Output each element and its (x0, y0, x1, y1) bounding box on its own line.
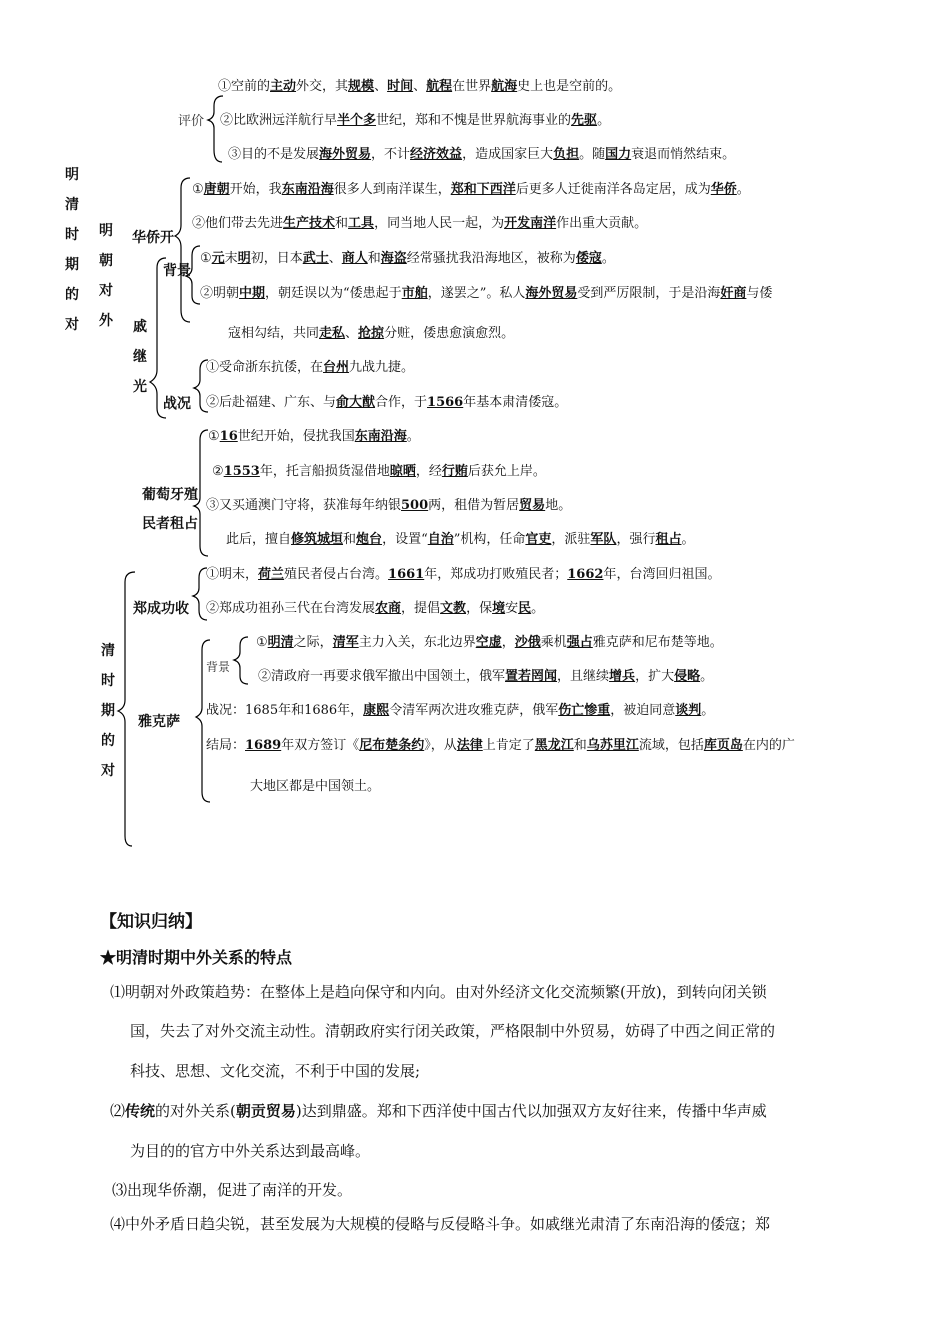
keyword: 谈判 (675, 703, 702, 718)
keyword: 东南沿海 (354, 429, 407, 444)
text-segment: 雅克萨和尼布楚等地。 (592, 635, 723, 650)
qi-jiguang-label (132, 312, 148, 395)
text-segment: 主力入关，东北边界 (358, 635, 476, 650)
keyword: 强占 (566, 635, 593, 650)
keyword: 荷兰 (258, 567, 285, 582)
text-segment: ，提倡 (401, 601, 441, 616)
background-line-1 (200, 250, 615, 268)
text-segment: 之际， (293, 635, 333, 650)
keyword: 主动 (270, 79, 297, 94)
summary-p2-tradition: 传统 (125, 1102, 156, 1120)
keyword: 文教 (440, 601, 467, 616)
text-segment: 上肯定了 (482, 738, 535, 753)
zheng-line-1 (206, 566, 720, 584)
branch-portugal-2: 民者租占 (142, 516, 198, 532)
keyword: 16 (219, 429, 238, 444)
keyword: 1661 (388, 567, 425, 582)
keyword: 官吏 (525, 532, 552, 547)
text-segment: ① (200, 251, 212, 266)
text-segment: ②郑成功祖孙三代在台湾发展 (206, 601, 376, 616)
summary-p2-mid: 的对外关系( (155, 1102, 236, 1120)
evaluation-line-3 (228, 146, 735, 164)
keyword: 库页岛 (703, 738, 743, 753)
text-segment: 殖民者侵占台湾。 (284, 567, 389, 582)
text-segment: 很多人到南洋谋生， (333, 182, 451, 197)
text-segment: 九战九捷。 (349, 360, 415, 375)
overseas-line-2 (192, 215, 647, 233)
keyword: 东南沿海 (281, 182, 334, 197)
branch-evaluation: 评价 (178, 114, 205, 129)
text-segment: ① (208, 429, 220, 444)
text-segment: ① (192, 182, 204, 197)
summary-p2-rest: )达到鼎盛。郑和下西洋使中国古代以加强双方友好往来，传播中华声威 (295, 1102, 767, 1120)
text-segment: 后更多人迁徙南洋各岛定居，成为 (515, 182, 711, 197)
qi-jiguang-text: 戚继光 (133, 319, 147, 395)
keyword: 商人 (341, 251, 368, 266)
evaluation-line-1 (218, 78, 621, 96)
keyword: 1566 (427, 395, 464, 410)
summary-p2-line-a (110, 1101, 767, 1121)
text-segment: 。 (681, 532, 695, 547)
text-segment: ③又买通澳门守将，获准每年纳银 (206, 498, 402, 513)
text-segment: 、 (345, 326, 359, 341)
text-segment: 》，从 (424, 738, 457, 753)
qing-foreign-label (100, 636, 116, 796)
text-segment: 年基本肃清倭寇。 (463, 395, 568, 410)
keyword: 负担 (553, 147, 580, 162)
keyword: 清军 (332, 635, 359, 650)
keyword: 炮台 (356, 532, 383, 547)
keyword: 奸商 (720, 286, 747, 301)
text-segment: ”机构，任命 (453, 532, 526, 547)
keyword: 先驱 (571, 113, 598, 128)
summary-p1-line-b: 国，失去了对外交流主动性。清朝政府实行闭关政策，严格限制中外贸易，妨碍了中西之间正常的 (130, 1022, 776, 1040)
ming-foreign-text: 明朝对外 (99, 223, 113, 329)
text-segment: ，经 (415, 464, 442, 479)
keyword: 空虚 (475, 635, 502, 650)
keyword: 元 (211, 251, 225, 266)
portugal-line-2 (212, 463, 546, 481)
keyword: 俞大猷 (336, 395, 376, 410)
text-segment: ，不计 (371, 147, 411, 162)
text-segment: 和 (343, 532, 357, 547)
branch-background: 背景 (163, 263, 191, 279)
text-segment: 在内的广 (742, 738, 795, 753)
battle-line-1 (206, 359, 414, 377)
branch-background-clipped (206, 660, 231, 674)
keyword: 半个多 (337, 113, 377, 128)
keyword: 倭寇 (575, 251, 602, 266)
yakesa-line-2 (258, 668, 713, 686)
keyword: 明 (237, 251, 251, 266)
keyword: 侵略 (674, 669, 701, 684)
text-segment: 。 (700, 669, 714, 684)
summary-p2-prefix: ⑵ (110, 1102, 126, 1120)
keyword: 国力 (605, 147, 632, 162)
keyword: 规模 (348, 79, 375, 94)
text-segment: 。 (601, 251, 615, 266)
text-segment: 。 (701, 703, 715, 718)
text-segment: 令清军两次进攻雅克萨，俄军 (389, 703, 559, 718)
keyword: 贸易 (519, 498, 546, 513)
keyword: 武士 (302, 251, 329, 266)
keyword: 时间 (387, 79, 414, 94)
keyword: 自治 (427, 532, 454, 547)
text-segment: 年，台湾回归祖国。 (603, 567, 721, 582)
keyword: 华侨 (710, 182, 737, 197)
text-segment: 年，郑成功打败殖民者； (424, 567, 568, 582)
text-segment: 作出重大贡献。 (556, 216, 648, 231)
text-segment: 大地区都是中国领土。 (250, 779, 381, 794)
text-segment: 后获允上岸。 (467, 464, 546, 479)
keyword: 行贿 (441, 464, 468, 479)
text-segment: ， (501, 635, 515, 650)
branch-overseas-chinese: 华侨开 (132, 230, 174, 246)
text-segment: ，保 (466, 601, 493, 616)
text-segment: ③目的不是发展 (228, 147, 320, 162)
summary-p2-tribute: 朝贡贸易 (235, 1102, 296, 1120)
keyword: 乌苏里江 (586, 738, 639, 753)
text-segment: ，强行 (616, 532, 656, 547)
keyword: 航程 (426, 79, 453, 94)
keyword: 明清 (267, 635, 294, 650)
background-line-3 (228, 325, 514, 343)
text-segment: 世纪开始，侵扰我国 (237, 429, 355, 444)
text-segment: 在世界 (452, 79, 492, 94)
summary-p2-line-b: 为目的的官方中外关系达到最高峰。 (130, 1142, 371, 1160)
text-segment: ，遂罢之”。私人 (427, 286, 526, 301)
text-segment: 。随 (579, 147, 606, 162)
overseas-line-1 (192, 181, 750, 199)
summary-p3: ⑶出现华侨潮，促进了南洋的开发。 (112, 1181, 353, 1199)
keyword: 康熙 (363, 703, 390, 718)
keyword: 航海 (491, 79, 518, 94)
text-segment: 年双方签订《 (281, 738, 360, 753)
outer-label-text: 明清时期的对 (65, 167, 79, 333)
yakesa-line-1 (256, 634, 723, 652)
ming-foreign-label (98, 216, 114, 329)
keyword: 郑和下西洋 (450, 182, 516, 197)
text-segment: 两，租借为暂居 (428, 498, 520, 513)
text-segment: 。 (531, 601, 545, 616)
branch-portugal: 葡萄牙殖 (142, 487, 198, 503)
keyword: 租占 (655, 532, 682, 547)
keyword: 1553 (223, 464, 260, 479)
keyword: 法律 (456, 738, 483, 753)
text-segment: ②明朝 (200, 286, 240, 301)
text-segment: ，派驻 (551, 532, 591, 547)
keyword: 修筑城垣 (291, 532, 344, 547)
text-segment: ①空前的 (218, 79, 271, 94)
keyword: 置若罔闻 (505, 669, 558, 684)
text-segment: 安 (505, 601, 519, 616)
yakesa-line-5 (250, 778, 380, 796)
text-segment: ①明末， (206, 567, 259, 582)
text-segment: 外交，其 (296, 79, 349, 94)
text-segment: 经常骚扰我沿海地区，被称为 (406, 251, 576, 266)
text-segment: ①受命浙东抗倭，在 (206, 360, 324, 375)
text-segment: 、 (328, 251, 342, 266)
keyword: 唐朝 (203, 182, 230, 197)
summary-p4: ⑷中外矛盾日趋尖锐，甚至发展为大规模的侵略与反侵略斗争。如戚继光肃清了东南沿海的倭寇；郑 (110, 1215, 771, 1233)
background-line-2 (200, 285, 772, 303)
keyword: 1662 (567, 567, 604, 582)
text-segment: ，同当地人民一起，为 (374, 216, 505, 231)
text-segment: ②比欧洲远洋航行早 (220, 113, 338, 128)
battle-line-2 (206, 394, 567, 412)
keyword: 500 (401, 498, 429, 513)
qing-foreign-text: 清时期的对 (101, 643, 115, 779)
text-segment: 战况：1685年和1686年， (206, 703, 364, 718)
branch-zheng-chenggong: 郑成功收 (133, 601, 189, 617)
text-segment: 。 (736, 182, 750, 197)
keyword: 生产技术 (283, 216, 336, 231)
text-segment: 和 (367, 251, 381, 266)
portugal-line-4 (226, 531, 694, 549)
keyword: 农商 (375, 601, 402, 616)
keyword: 海外贸易 (525, 286, 578, 301)
keyword: 中期 (239, 286, 266, 301)
yakesa-line-4 (206, 737, 795, 755)
keyword: 伤亡惨重 (558, 703, 611, 718)
keyword: 海盗 (380, 251, 407, 266)
keyword: 民 (518, 601, 532, 616)
evaluation-line-2 (220, 112, 610, 130)
keyword: 尼布楚条约 (359, 738, 425, 753)
summary-heading: 【知识归纳】 (100, 912, 202, 932)
keyword: 工具 (348, 216, 375, 231)
keyword: 走私 (319, 326, 346, 341)
text-segment: ，扩大 (635, 669, 675, 684)
text-segment: 末 (224, 251, 238, 266)
keyword: 增兵 (609, 669, 636, 684)
text-segment: 寇相勾结，共同 (228, 326, 320, 341)
keyword: 抢掠 (358, 326, 385, 341)
yakesa-line-3 (206, 702, 714, 720)
summary-p1-line-c: 科技、思想、文化交流，不利于中国的发展; (130, 1062, 421, 1080)
branch-battle: 战况 (163, 396, 191, 412)
text-segment: ，且继续 (557, 669, 610, 684)
bg-partial-text: 背景 (206, 660, 231, 674)
text-segment: ②他们带去先进 (192, 216, 284, 231)
text-segment: 受到严厉限制，于是沿海 (577, 286, 721, 301)
text-segment: 世纪，郑和不愧是世界航海事业的 (376, 113, 572, 128)
text-segment: ，设置“ (382, 532, 428, 547)
text-segment: ，造成国家巨大 (462, 147, 554, 162)
text-segment: 结局： (206, 738, 246, 753)
portugal-line-3 (206, 497, 571, 515)
outer-label-ming-qing (64, 160, 80, 345)
zheng-line-2 (206, 600, 544, 618)
text-segment: 衰退而悄然结束。 (631, 147, 736, 162)
text-segment: 乘机 (540, 635, 567, 650)
keyword: 海外贸易 (319, 147, 372, 162)
keyword: 沙俄 (514, 635, 541, 650)
text-segment: 。 (597, 113, 611, 128)
text-segment: 分赃，倭患愈演愈烈。 (384, 326, 515, 341)
text-segment: ，被迫同意 (610, 703, 676, 718)
text-segment: 初，日本 (250, 251, 303, 266)
keyword: 台州 (323, 360, 350, 375)
branch-yakesa: 雅克萨 (138, 714, 180, 730)
text-segment: 流域，包括 (638, 738, 704, 753)
keyword: 经济效益 (410, 147, 463, 162)
keyword: 境 (492, 601, 506, 616)
text-segment: 与倭 (746, 286, 773, 301)
text-segment: ②后赴福建、广东、与 (206, 395, 337, 410)
keyword: 市舶 (401, 286, 428, 301)
text-segment: 。 (406, 429, 420, 444)
keyword: 开发南洋 (504, 216, 557, 231)
text-segment: 地。 (545, 498, 572, 513)
text-segment: 史上也是空前的。 (517, 79, 622, 94)
text-segment: 此后，擅自 (226, 532, 292, 547)
summary-p1-line-a: ⑴明朝对外政策趋势：在整体上是趋向保守和内向。由对外经济文化交流频繁(开放)，到转向闭关锁 (110, 983, 767, 1001)
keyword: 1689 (245, 738, 282, 753)
text-segment: 年，托言船损货湿借地 (259, 464, 390, 479)
text-segment: 和 (335, 216, 349, 231)
text-segment: 开始，我 (229, 182, 282, 197)
portugal-line-1 (208, 428, 420, 446)
keyword: 军队 (590, 532, 617, 547)
text-segment: ，朝廷误以为“倭患起于 (265, 286, 402, 301)
keyword: 黑龙江 (534, 738, 574, 753)
text-segment: 和 (573, 738, 587, 753)
text-segment: 、 (374, 79, 388, 94)
text-segment: ②清政府一再要求俄军撤出中国领土，俄军 (258, 669, 506, 684)
text-segment: ② (212, 464, 224, 479)
text-segment: 合作，于 (375, 395, 428, 410)
text-segment: ① (256, 635, 268, 650)
text-segment: 、 (413, 79, 427, 94)
keyword: 晾晒 (389, 464, 416, 479)
summary-subheading: ★明清时期中外关系的特点 (100, 948, 293, 967)
